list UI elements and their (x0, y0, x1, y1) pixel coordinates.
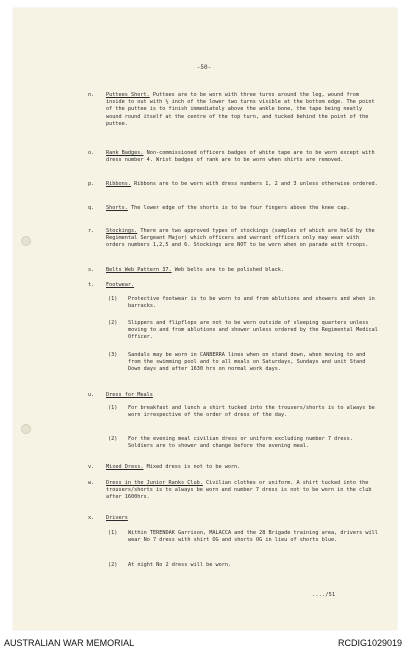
item-letter: u. (88, 392, 95, 398)
sub-text: At night No 2 dress will be worn. (128, 562, 232, 568)
sub-text: For breakfast and lunch a shirt tucked into the trousers/shorts is to always be worn irrespective of the order of dress of the day. (128, 405, 375, 419)
item-text: Civilian clothes or uniform. A shirt tucked into the trousers/shorts is to always be worn and number 7 dress is not to be worn in the club after 1600hrs. (106, 480, 372, 501)
item-text: Ribbons are to be worn with dress numbers 1, 2 and 3 unless otherwise ordered. (134, 181, 378, 187)
item-title: Dress for Meals (106, 392, 153, 398)
page-number: -50- (196, 64, 212, 71)
item-letter: n. (88, 92, 95, 98)
item-title: Shorts. (106, 205, 128, 211)
item-letter: r. (88, 228, 95, 234)
sub-text: Sandals may be worn in CANBERRA lines when on stand down, when moving to and from the swimming pool and to all meals on Saturdays, Sundays and unit Stand Down days and after 1630 hrs on normal work days. (128, 352, 366, 373)
sub-number: (3) (108, 352, 118, 358)
item-title: Mixed Dress. (106, 464, 144, 470)
item-title: Ribbons. (106, 181, 131, 187)
item-title: Dress in the Junior Ranks Club. (106, 480, 203, 486)
item-letter: o. (88, 150, 95, 156)
item-letter: s. (88, 267, 95, 273)
item-text: Non-commissioned officers badges of white tape are to be worn except with dress number 4. Wrist badges of rank are to be worn when shirts are removed. (106, 150, 375, 164)
continuation-marker: ..../51 (312, 592, 336, 598)
item-text: Puttees are to be worn with three turns around the leg, wound from inside to out with ½ inch of the lower two turns visible at the bottom edge. The point of the puttee is to finish immediately above the ankle bone, the tape being neatly wound round itself at the centre of the top turn, and tucked behind the point of the puttee. (106, 92, 375, 127)
punch-hole (21, 236, 31, 246)
sub-text: Within TERENDAK Garrison, MALACCA and the 28 Brigade training area, drivers will wear No 7 dress with shirt OG and shorts OG in lieu of shorts blue. (128, 530, 378, 544)
item-title: Stockings. (106, 228, 138, 234)
item-title: Footwear. (106, 282, 135, 288)
item-letter: w. (88, 480, 95, 486)
sub-number: (1) (108, 296, 118, 302)
item-letter: p. (88, 181, 95, 187)
item-title: Drivers (106, 515, 128, 521)
sub-number: (1) (108, 405, 118, 411)
item-text: The lower edge of the shorts is to be four fingers above the knee cap. (131, 205, 350, 211)
item-letter: q. (88, 205, 95, 211)
item-letter: x. (88, 515, 95, 521)
punch-hole (21, 424, 31, 434)
item-title: Rank Badges. (106, 150, 144, 156)
item-title: Belts Web Pattern 37. (106, 267, 172, 273)
archive-name: AUSTRALIAN WAR MEMORIAL (4, 638, 135, 648)
sub-text: Slippers and flipflops are not to be worn outside of sleeping quarters unless moving to and from ablutions and shower unless ordered by the Regimental Medical Officer. (128, 320, 378, 341)
item-letter: v. (88, 464, 95, 470)
item-text: Mixed dress is not to be worn. (146, 464, 241, 470)
item-text: There are two approved types of stockings (samples of which are held by the Regimental Sergeant Major) which officers and warrant officers only may wear with orders numbers 1,2,5 and 6. Stockings are NOT to be worn when on parade with troops. (106, 228, 375, 249)
item-letter: t. (88, 282, 95, 288)
sub-number: (1) (108, 530, 118, 536)
item-text: Web belts are to be polished black. (174, 267, 285, 273)
sub-text: Protective footwear is to be worn to and from ablutions and showers and when in barracks. (128, 296, 375, 310)
sub-number: (2) (108, 562, 118, 568)
archive-footer (0, 632, 408, 654)
archive-id: RCDIG1029019 (337, 638, 402, 648)
sub-text: For the evening meal civilian dress or uniform excluding number 7 dress. Soldiers are to shower and change before the evening meal. (128, 436, 353, 450)
item-title: Puttees Short. (106, 92, 150, 98)
sub-number: (2) (108, 320, 118, 326)
sub-number: (2) (108, 436, 118, 442)
